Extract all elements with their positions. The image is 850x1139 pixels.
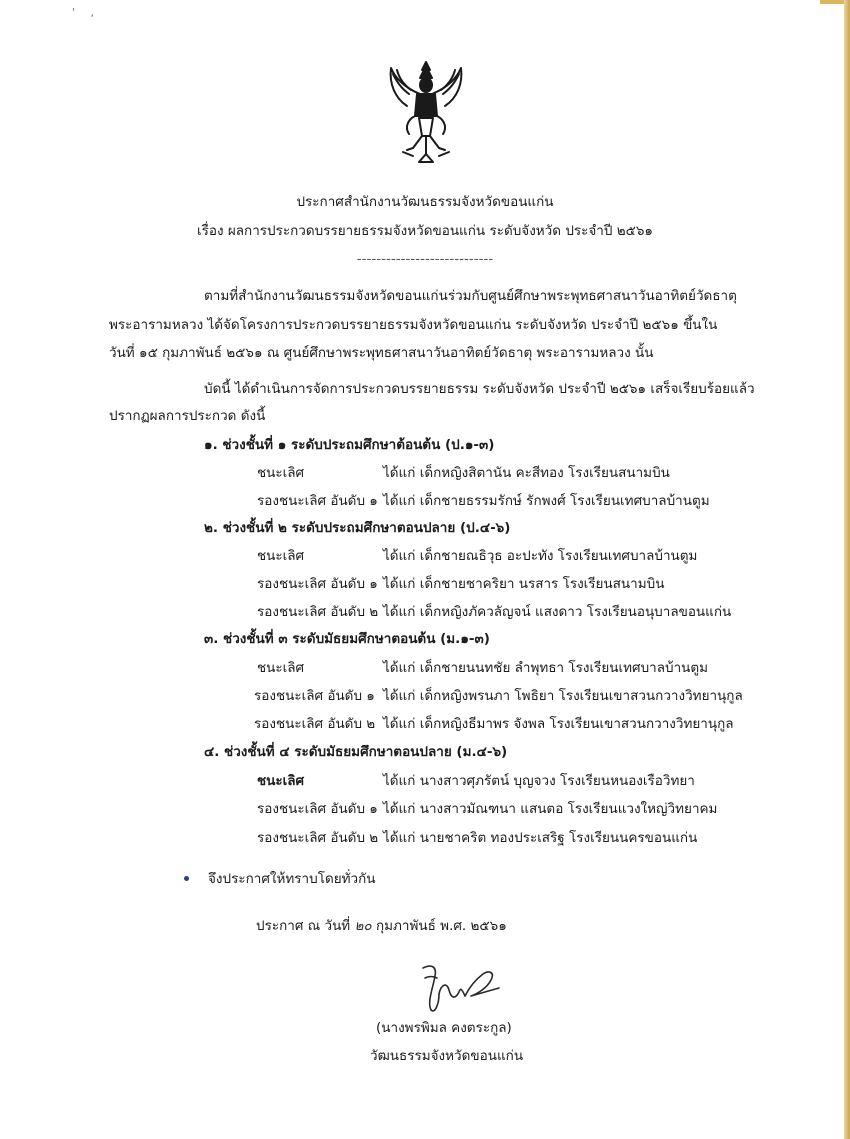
level-heading: ๓. ช่วงชั้นที่ ๓ ระดับมัธยมศึกษาตอนต้น (ม.๑-๓) bbox=[204, 631, 490, 647]
winner-result: ได้แก่ นายชาคริต ทองประเสริฐ โรงเรียนนครขอนแก่น bbox=[383, 830, 698, 846]
header-divider: ---------------------------- bbox=[356, 251, 494, 267]
winner-result: ได้แก่ เด็กหญิงพรนภา โพธิยา โรงเรียนเขาสวนกวางวิทยานุกูล bbox=[383, 688, 743, 704]
winner-rank: ชนะเลิศ bbox=[257, 660, 305, 676]
date-suffix: กุมภาพันธ์ พ.ศ. ๒๕๖๑ bbox=[375, 918, 507, 934]
winner-result: ได้แก่ นางสาวศุภรัตน์ บุญจวง โรงเรียนหนองเรือวิทยา bbox=[383, 773, 695, 789]
level-heading: ๑. ช่วงชั้นที่ ๑ ระดับประถมศึกษาต้อนต้น (ป.๑-๓) bbox=[204, 437, 495, 453]
winner-rank: รองชนะเลิศ อันดับ ๑ bbox=[257, 801, 378, 817]
signatory-name: (นางพรพิมล คงตระกูล) bbox=[376, 1020, 512, 1036]
scan-specks: ' , bbox=[72, 6, 101, 19]
winner-rank: ชนะเลิศ bbox=[257, 773, 305, 789]
announcement-agency: ประกาศสำนักงานวัฒนธรรมจังหวัดขอนแก่น bbox=[296, 194, 554, 210]
winner-result: ได้แก่ เด็กหญิงภัควลัญจน์ แสงดาว โรงเรียนอนุบาลขอนแก่น bbox=[383, 604, 732, 620]
paragraph-1-line-2: พระอารามหลวง ได้จัดโครงการประกวดบรรยายธรรมจังหวัดขอนแก่น ระดับจังหวัด ประจำปี ๒๕๖๑ ขึ้นใน bbox=[109, 317, 718, 333]
level-heading: ๔. ช่วงชั้นที่ ๔ ระดับมัธยมศึกษาตอนปลาย (ม.๔-๖) bbox=[204, 744, 508, 760]
scan-edge-right bbox=[844, 0, 850, 1139]
winner-result: ได้แก่ เด็กชายณธิวุธ อะปะทัง โรงเรียนเทศบาลบ้านตูม bbox=[383, 548, 698, 564]
winner-rank: ชนะเลิศ bbox=[257, 548, 305, 564]
winner-result: ได้แก่ เด็กหญิงสิตานัน คะสีทอง โรงเรียนสนามบิน bbox=[383, 465, 670, 481]
handwritten-signature bbox=[413, 958, 505, 1016]
announce-closing: จึงประกาศให้ทราบโดยทั่วกัน bbox=[208, 871, 376, 887]
winner-rank: รองชนะเลิศ อันดับ ๑ bbox=[257, 493, 378, 509]
winner-result: ได้แก่ เด็กชายธรรมรักษ์ รักพงศ์ โรงเรียนเทศบาลบ้านตูม bbox=[383, 493, 710, 509]
winner-rank: รองชนะเลิศ อันดับ ๑ bbox=[254, 688, 375, 704]
garuda-emblem-icon bbox=[383, 58, 469, 170]
paragraph-2-line-1: บัดนี้ ได้ดำเนินการจัดการประกวดบรรยายธรรม ระดับจังหวัด ประจำปี ๒๕๖๑ เสร็จเรียบร้อยแล้ว bbox=[204, 381, 755, 397]
winner-rank: รองชนะเลิศ อันดับ ๒ bbox=[257, 604, 379, 620]
winner-result: ได้แก่ เด็กชายชาคริยา นรสาร โรงเรียนสนามบิน bbox=[383, 576, 665, 592]
winner-rank: รองชนะเลิศ อันดับ ๒ bbox=[257, 830, 379, 846]
paragraph-1-line-1: ตามที่สำนักงานวัฒนธรรมจังหวัดขอนแก่นร่วมกับศูนย์ศึกษาพระพุทธศาสนาวันอาทิตย์วัดธาตุ bbox=[204, 288, 737, 304]
winner-rank: ชนะเลิศ bbox=[257, 465, 305, 481]
winner-result: ได้แก่ เด็กหญิงธีมาพร จังพล โรงเรียนเขาสวนกวางวิทยานุกูล bbox=[383, 716, 734, 732]
announcement-subject: เรื่อง ผลการประกวดบรรยายธรรมจังหวัดขอนแก่น ระดับจังหวัด ประจำปี ๒๕๖๑ bbox=[196, 223, 653, 239]
date-day-handwritten: ๒๐ bbox=[354, 918, 372, 934]
winner-result: ได้แก่ เด็กชายนนทชัย ลำพุทธา โรงเรียนเทศบาลบ้านตูม bbox=[383, 660, 709, 676]
paragraph-1-line-3: วันที่ ๑๕ กุมภาพันธ์ ๒๕๖๑ ณ ศูนย์ศึกษาพระพุทธศาสนาวันอาทิตย์วัดธาตุ พระอารามหลวง นั้น bbox=[109, 345, 654, 361]
announcement-date bbox=[256, 917, 507, 935]
paragraph-2-line-2: ปรากฏผลการประกวด ดังนี้ bbox=[109, 408, 266, 424]
signatory-position: วัฒนธรรมจังหวัดขอนแก่น bbox=[370, 1048, 524, 1064]
date-prefix: ประกาศ ณ วันที่ bbox=[256, 918, 351, 934]
winner-rank: รองชนะเลิศ อันดับ ๒ bbox=[254, 716, 376, 732]
winner-result: ได้แก่ นางสาวมัณฑนา แสนตอ โรงเรียนแวงใหญ่วิทยาคม bbox=[383, 801, 718, 817]
level-heading: ๒. ช่วงชั้นที่ ๒ ระดับประถมศึกษาตอนปลาย (ป.๔-๖) bbox=[204, 520, 511, 536]
bullet-dot-icon bbox=[184, 876, 189, 881]
winner-rank: รองชนะเลิศ อันดับ ๑ bbox=[257, 576, 378, 592]
